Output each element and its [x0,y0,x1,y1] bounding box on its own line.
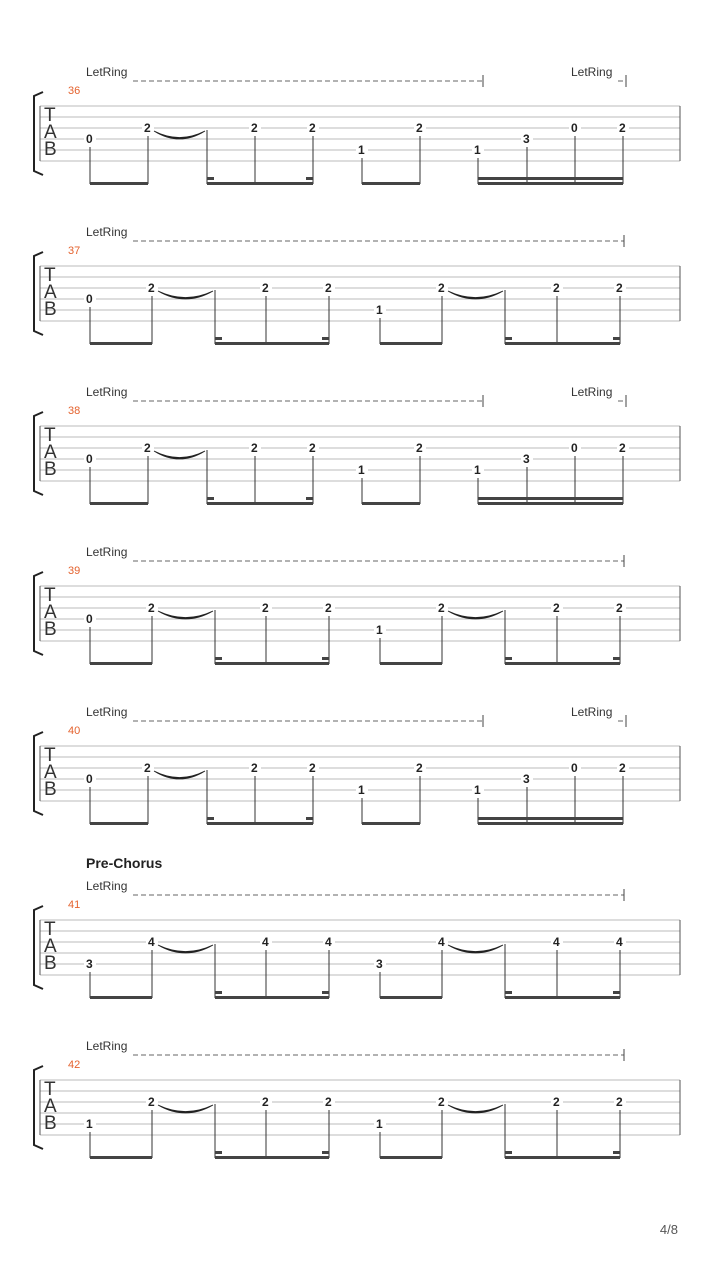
beam [505,1156,620,1159]
tie-arc [448,945,503,953]
beam [90,662,152,665]
system-bracket [34,732,43,815]
fret-number: 2 [325,281,332,295]
beam [215,662,329,665]
fret-number: 1 [474,463,481,477]
tab-clef-letter: A [44,936,57,957]
beam [380,996,442,999]
beam-hook [215,991,222,994]
tab-clef-letter: T [44,105,56,126]
fret-number: 2 [616,601,623,615]
beam [380,662,442,665]
fret-number: 3 [523,452,530,466]
fret-number: 4 [553,935,560,949]
beam-hook [322,1151,329,1154]
beam [215,342,329,345]
fret-number: 2 [251,761,258,775]
tab-clef-letter: T [44,425,56,446]
tab-clef-letter: B [44,619,57,640]
tab-clef-letter: B [44,299,57,320]
fret-number: 2 [251,121,258,135]
beam [505,662,620,665]
system-bracket [34,412,43,495]
fret-number: 0 [86,452,93,466]
beam-hook [306,177,313,180]
beam [380,1156,442,1159]
beam-hook [505,1151,512,1154]
fret-number: 3 [523,132,530,146]
beam-hook [215,337,222,340]
fret-number: 4 [262,935,269,949]
beam-secondary [478,817,623,820]
tab-clef-letter: A [44,442,57,463]
beam [362,502,420,505]
fret-number: 0 [571,441,578,455]
fret-number: 2 [619,441,626,455]
beam [90,342,152,345]
beam [478,182,623,185]
fret-number: 1 [376,623,383,637]
fret-number: 4 [325,935,332,949]
bar-number: 42 [68,1059,81,1071]
fret-number: 1 [358,463,365,477]
beam [90,1156,152,1159]
beam [362,822,420,825]
fret-number: 2 [148,1095,155,1109]
fret-number: 2 [144,761,151,775]
tab-clef-letter: T [44,745,56,766]
fret-number: 0 [571,761,578,775]
tab-clef-letter: B [44,953,57,974]
fret-number: 3 [86,957,93,971]
fret-number: 2 [309,761,316,775]
fret-number: 0 [86,612,93,626]
fret-number: 0 [571,121,578,135]
beam [380,342,442,345]
beam-hook [613,1151,620,1154]
tab-clef-letter: T [44,585,56,606]
system-bracket [34,252,43,335]
fret-number: 2 [144,121,151,135]
tie-arc [158,1105,213,1113]
beam [362,182,420,185]
tie-arc [448,611,503,619]
system-bracket [34,572,43,655]
fret-number: 2 [553,601,560,615]
fret-number: 2 [148,281,155,295]
beam-hook [505,657,512,660]
let-ring-label: LetRing [86,705,128,719]
beam-hook [322,657,329,660]
tab-clef-letter: A [44,602,57,623]
beam-secondary [478,177,623,180]
beam-secondary [478,497,623,500]
tie-arc [158,291,213,299]
beam [90,502,148,505]
let-ring-label: LetRing [571,65,613,79]
tab-clef-letter: A [44,122,57,143]
fret-number: 2 [309,441,316,455]
beam [478,822,623,825]
fret-number: 2 [416,441,423,455]
bar-number: 41 [68,899,81,911]
beam-hook [207,497,214,500]
let-ring-label: LetRing [86,545,128,559]
tie-arc [158,945,213,953]
let-ring-label: LetRing [86,65,128,79]
bar-number: 39 [68,565,81,577]
fret-number: 2 [416,121,423,135]
tie-arc [448,291,503,299]
fret-number: 2 [144,441,151,455]
beam-hook [505,337,512,340]
fret-number: 2 [438,601,445,615]
fret-number: 2 [262,601,269,615]
let-ring-label: LetRing [86,385,128,399]
fret-number: 2 [553,1095,560,1109]
beam-hook [613,991,620,994]
fret-number: 1 [358,783,365,797]
tab-clef-letter: B [44,779,57,800]
tie-arc [154,771,205,779]
beam [215,996,329,999]
let-ring-label: LetRing [571,705,613,719]
fret-number: 0 [86,132,93,146]
let-ring-label: LetRing [86,1039,128,1053]
beam [207,182,313,185]
beam [505,996,620,999]
beam [90,182,148,185]
beam-hook [207,817,214,820]
beam-hook [505,991,512,994]
beam-hook [215,1151,222,1154]
fret-number: 2 [325,1095,332,1109]
fret-number: 3 [376,957,383,971]
let-ring-label: LetRing [86,879,128,893]
beam-hook [613,337,620,340]
section-label: Pre-Chorus [86,855,163,871]
fret-number: 2 [616,1095,623,1109]
fret-number: 0 [86,292,93,306]
beam [505,342,620,345]
fret-number: 2 [553,281,560,295]
fret-number: 3 [523,772,530,786]
fret-number: 4 [616,935,623,949]
fret-number: 2 [619,121,626,135]
fret-number: 2 [616,281,623,295]
tab-clef-letter: B [44,1113,57,1134]
fret-number: 2 [262,1095,269,1109]
bar-number: 36 [68,85,81,97]
tab-clef-letter: A [44,282,57,303]
fret-number: 2 [619,761,626,775]
tab-clef-letter: A [44,762,57,783]
beam [478,502,623,505]
fret-number: 1 [86,1117,93,1131]
tab-clef-letter: T [44,265,56,286]
beam-hook [306,497,313,500]
bar-number: 37 [68,245,81,257]
bar-number: 40 [68,725,81,737]
fret-number: 2 [251,441,258,455]
fret-number: 1 [474,783,481,797]
fret-number: 1 [376,1117,383,1131]
beam [215,1156,329,1159]
beam [90,822,148,825]
fret-number: 2 [325,601,332,615]
beam-hook [613,657,620,660]
fret-number: 2 [438,281,445,295]
system-bracket [34,1066,43,1149]
beam [207,502,313,505]
beam-hook [322,991,329,994]
beam-hook [322,337,329,340]
tab-clef-letter: B [44,139,57,160]
fret-number: 1 [358,143,365,157]
tab-clef-letter: T [44,919,56,940]
beam [90,996,152,999]
tab-clef-letter: A [44,1096,57,1117]
beam-hook [215,657,222,660]
tab-clef-letter: B [44,459,57,480]
tie-arc [448,1105,503,1113]
fret-number: 2 [438,1095,445,1109]
tie-arc [154,451,205,459]
beam-hook [207,177,214,180]
fret-number: 2 [262,281,269,295]
beam [207,822,313,825]
fret-number: 1 [474,143,481,157]
fret-number: 2 [309,121,316,135]
system-bracket [34,92,43,175]
bar-number: 38 [68,405,81,417]
fret-number: 2 [416,761,423,775]
system-bracket [34,906,43,989]
fret-number: 4 [148,935,155,949]
let-ring-label: LetRing [86,225,128,239]
tie-arc [158,611,213,619]
beam-hook [306,817,313,820]
tie-arc [154,131,205,139]
let-ring-label: LetRing [571,385,613,399]
page-number: 4/8 [659,1222,678,1237]
fret-number: 1 [376,303,383,317]
tab-clef-letter: T [44,1079,56,1100]
fret-number: 2 [148,601,155,615]
fret-number: 4 [438,935,445,949]
fret-number: 0 [86,772,93,786]
